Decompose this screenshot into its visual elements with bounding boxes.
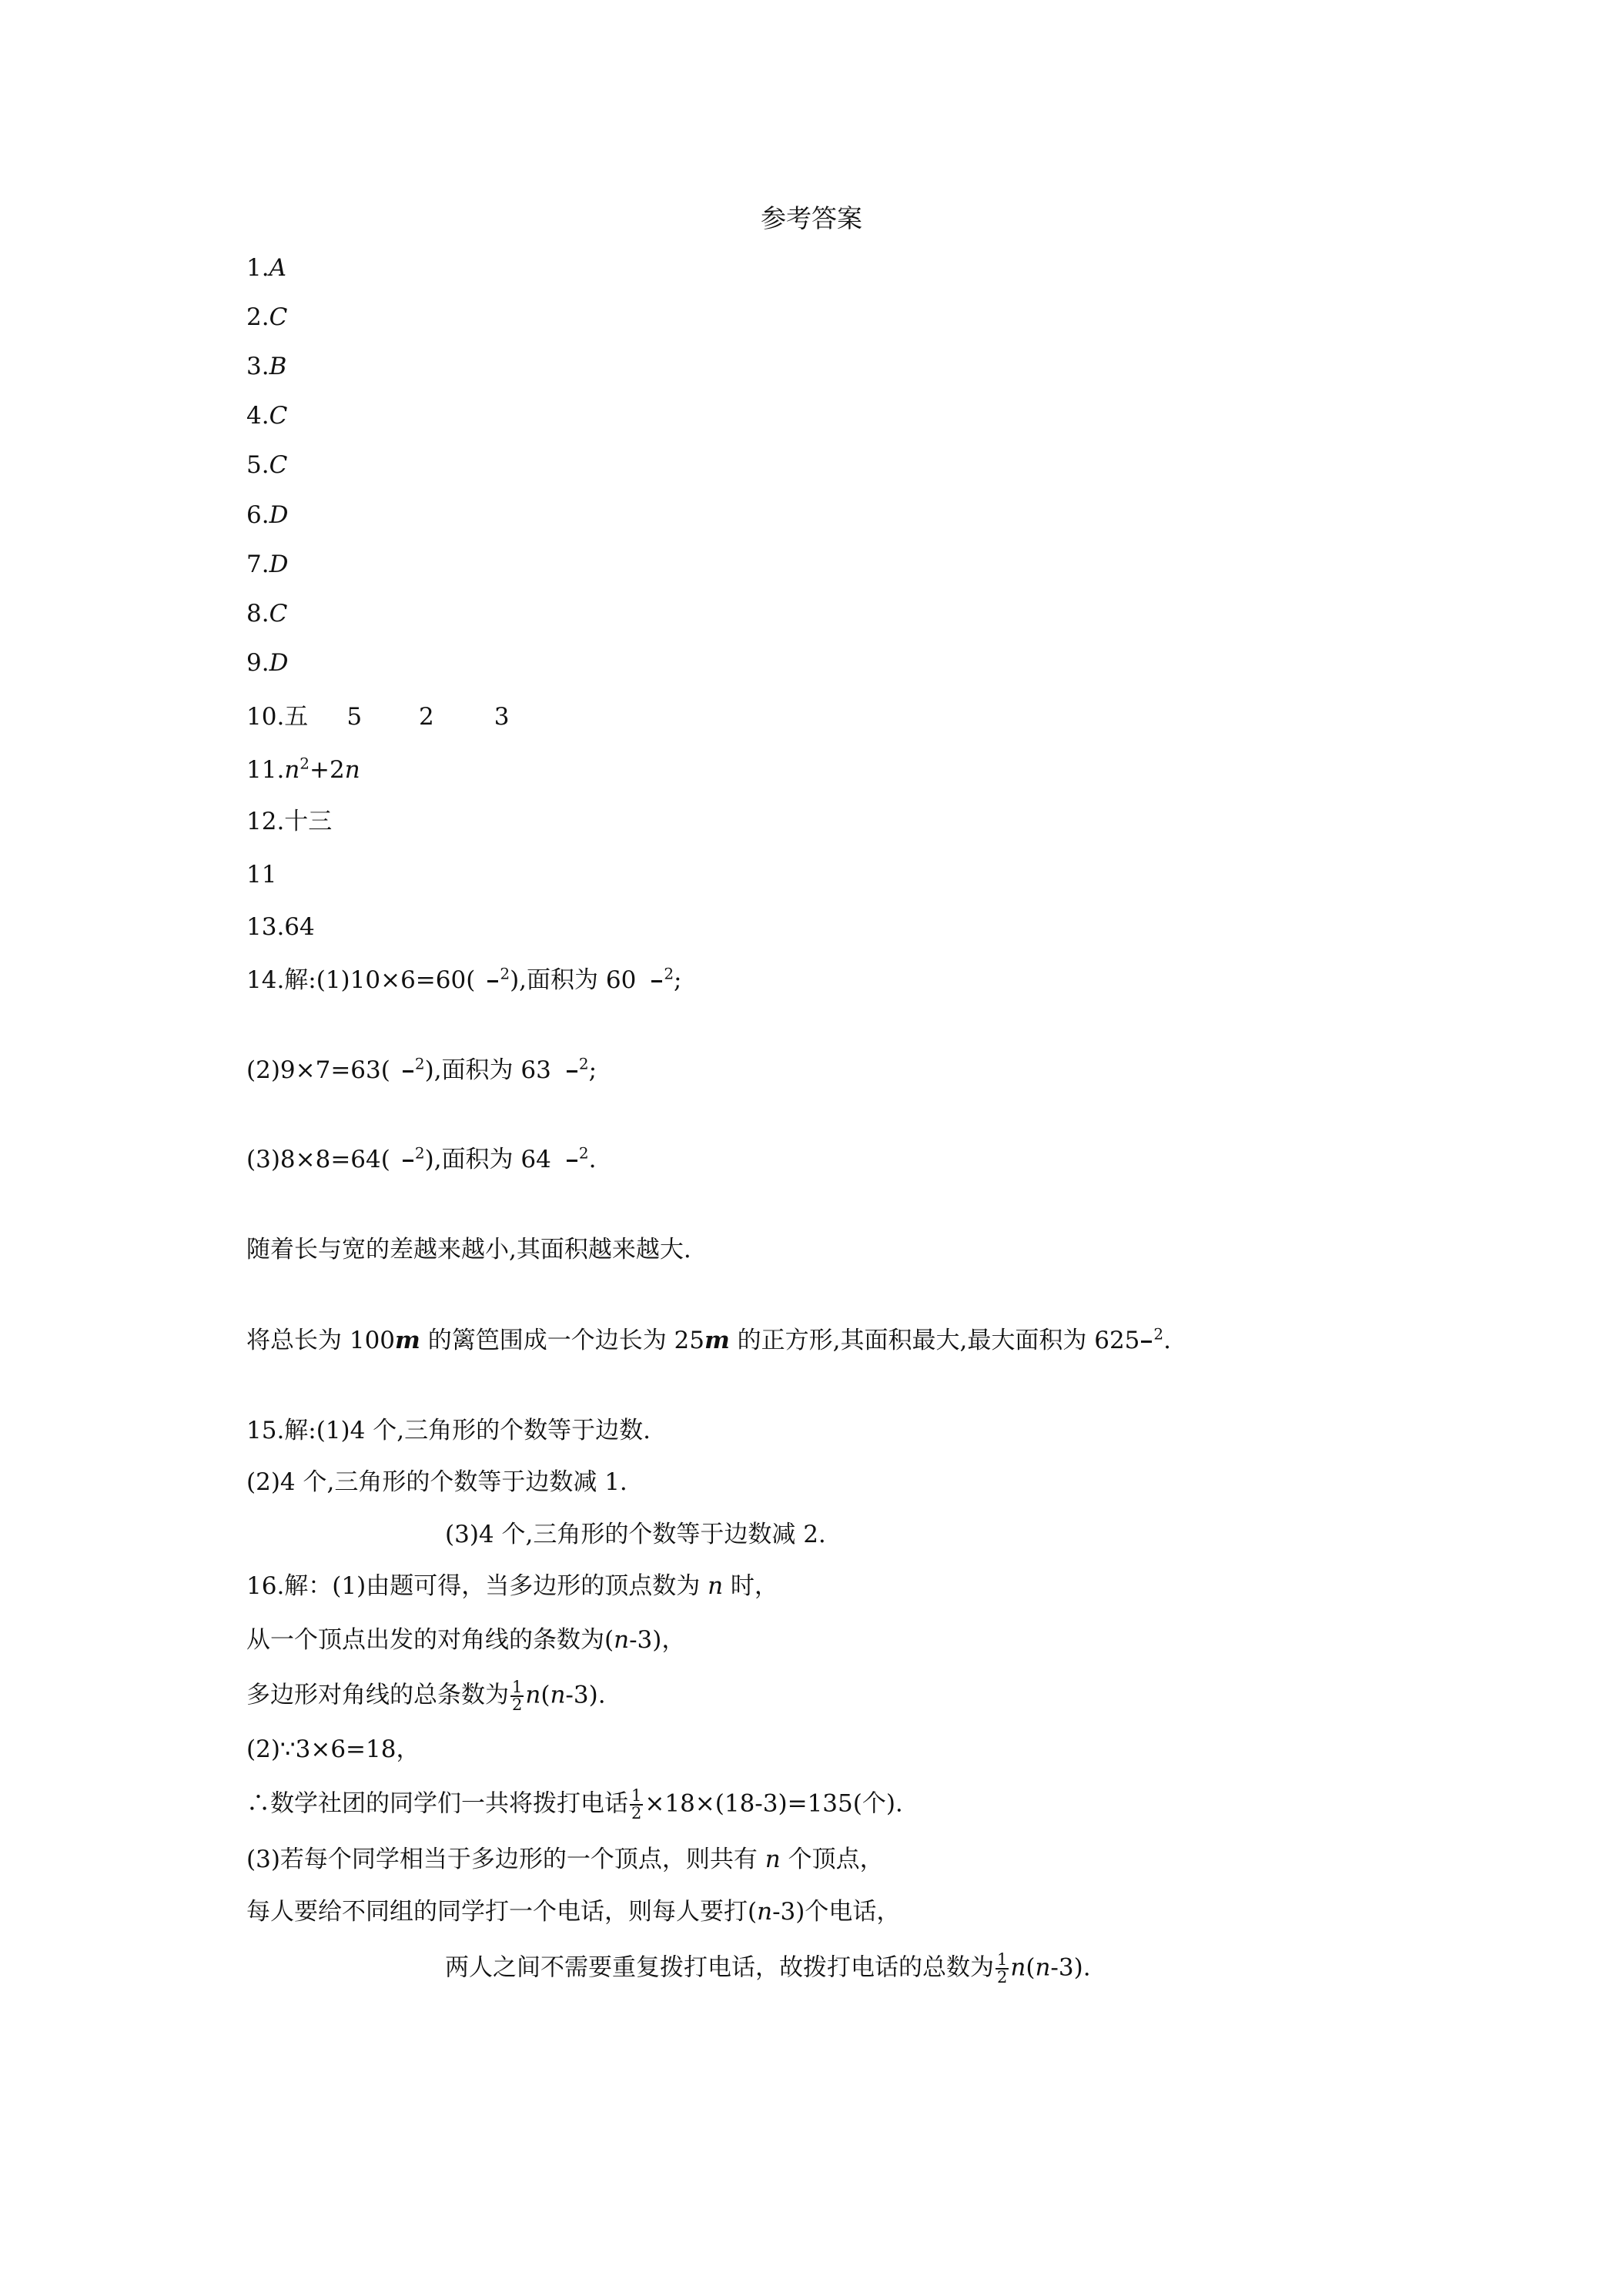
answer-12: 12.十三 (246, 808, 333, 835)
unit-mark: 2 (1139, 1327, 1163, 1355)
answer-14-line-2: (2)9×7=63( $^2$),面积为 63 $^2$; (246, 1054, 597, 1084)
answer-15-line-2: (2)4 个,三角形的个数等于边数减 1. (246, 1468, 627, 1496)
unit-mark: 2 (551, 1056, 589, 1085)
unit-mark: 2 (475, 966, 510, 995)
answer-16-line-6: (3)若每个同学相当于多边形的一个顶点，则共有 n 个顶点， (246, 1846, 884, 1873)
answer-16-line-2: 从一个顶点出发的对角线的条数为(n-3)， (246, 1626, 686, 1654)
answer-14-line-3: (3)8×8=64( $^2$),面积为 64 $^2$. (246, 1143, 597, 1173)
fraction-half: $\frac{1}{2}$ (631, 1786, 642, 1822)
answer-16-line-3: 多边形对角线的总条数为 $\frac{1}{2}$ n(n-3). (246, 1678, 606, 1714)
answer-15-line-1: 15.解:(1)4 个,三角形的个数等于边数. (246, 1417, 651, 1444)
answer-16-line-1: 16.解：(1)由题可得，当多边形的顶点数为 n 时， (246, 1572, 778, 1600)
answer-7: 7.D (246, 551, 289, 578)
answer-10: 10.五 5 2 3 (246, 703, 510, 731)
answer-2: 2.C (246, 303, 288, 331)
answer-13: 13.64 (246, 913, 315, 941)
answer-16-line-4: (2)∵3×6=18， (246, 1735, 420, 1763)
unit-mark: 2 (551, 1146, 589, 1174)
page-title: 参考答案 (761, 203, 862, 233)
fraction-half: $\frac{1}{2}$ (512, 1678, 523, 1714)
answer-1: 1.A (246, 254, 286, 282)
unit-mark: 2 (390, 1146, 425, 1174)
answer-14-line-5: 将总长为 100m 的篱笆围成一个边长为 25m 的正方形,其面积最大,最大面积为 625 $^2$. (246, 1324, 1171, 1354)
answer-14-line-1: 14.解:(1)10×6=60( $^2$),面积为 60 $^2$; (246, 964, 682, 994)
answer-8: 8.C (246, 600, 288, 628)
answer-4: 4.C (246, 402, 288, 430)
answer-14-line-4: 随着长与宽的差越来越小,其面积越来越大. (246, 1236, 691, 1263)
answer-16-line-5: ∴数学社团的同学们一共将拨打电话 $\frac{1}{2}$ ×18×(18-3)=135(个). (246, 1786, 903, 1822)
answer-6: 6.D (246, 501, 289, 529)
answer-3: 3.B (246, 353, 287, 380)
fraction-half: $\frac{1}{2}$ (997, 1950, 1008, 1986)
unit-mark: 2 (636, 966, 674, 995)
answer-9: 9.D (246, 649, 289, 677)
answer-16-line-7: 每人要给不同组的同学打一个电话，则每人要打(n-3)个电话， (246, 1898, 901, 1926)
answer-11: $11.n^2+2n$ (246, 754, 360, 784)
answer-12-second: 11 (246, 861, 277, 889)
answer-15-line-3: (3)4 个,三角形的个数等于边数减 2. (445, 1521, 826, 1548)
answer-16-line-8: 两人之间不需要重复拨打电话，故拨打电话的总数为 $\frac{1}{2}$ n(n-3). (445, 1950, 1091, 1986)
unit-mark: 2 (390, 1056, 425, 1085)
answer-5: 5.C (246, 451, 288, 479)
